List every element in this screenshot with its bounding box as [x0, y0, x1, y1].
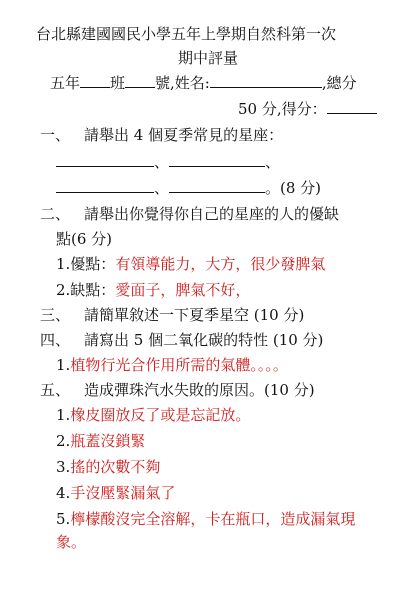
question-2-number: 二、: [40, 205, 71, 223]
answer-label: 4.: [56, 484, 71, 502]
answer-value: 橡皮圈放反了或是忘記放。: [70, 406, 251, 424]
title-line2: 期中評量: [178, 49, 239, 67]
question-1-blanks-row1: [56, 152, 280, 172]
question-2: [40, 204, 339, 224]
constellation-blank-4[interactable]: [169, 178, 265, 193]
answer-weaknesses: [56, 280, 250, 300]
answer-reason-3: [56, 457, 160, 477]
question-1-number: 一、: [40, 126, 71, 144]
score-line: [238, 99, 377, 119]
answer-value: 愛面子，脾氣不好，: [115, 281, 251, 299]
title-line1: 台北縣建國國民小學五年上學期自然科第一次: [36, 25, 337, 43]
answer-value: 植物行光合作用所需的氣體。。。。: [70, 356, 288, 374]
separator: 、: [154, 179, 170, 197]
answer-strengths: [56, 254, 325, 274]
question-3: [40, 305, 304, 325]
separator: 、: [154, 153, 170, 171]
answer-co2-1: [56, 355, 288, 375]
constellation-blank-3[interactable]: [56, 178, 154, 193]
answer-reason-5: [56, 509, 355, 529]
answer-reason-1: [56, 405, 250, 425]
class-label: 班: [110, 74, 126, 92]
answer-value: 瓶蓋沒鎖緊: [70, 432, 146, 450]
question-1-text: 請舉出 4 個夏季常見的星座：: [84, 126, 284, 144]
question-5-number: 五、: [40, 381, 71, 399]
seat-name-label: 號,姓名:: [155, 74, 210, 92]
answer-value: 手沒壓緊漏氣了: [70, 484, 176, 502]
answer-label: 1.: [56, 356, 71, 374]
score-label: 50 分,得分：: [238, 100, 327, 118]
question-1-points: 。(8 分): [265, 179, 322, 197]
answer-label: 1.: [56, 406, 71, 424]
student-info-line: [50, 73, 357, 93]
class-blank[interactable]: [80, 73, 110, 88]
question-5: [40, 380, 315, 400]
seat-blank[interactable]: [125, 73, 155, 88]
constellation-blank-1[interactable]: [56, 152, 154, 167]
answer-label: 1.優點：: [56, 255, 116, 273]
constellation-blank-2[interactable]: [169, 152, 265, 167]
question-3-text: 請簡單敘述一下夏季星空 (10 分): [84, 306, 305, 324]
question-4-text: 請寫出 5 個二氧化碳的特性 (10 分): [84, 331, 324, 349]
answer-value: 搖的次數不夠: [70, 458, 161, 476]
question-1: [40, 125, 283, 145]
name-blank[interactable]: [210, 73, 322, 88]
answer-label: 5.: [56, 510, 71, 528]
question-1-blanks-row2: [56, 178, 321, 198]
grade-label: 五年: [50, 74, 81, 92]
question-2-text: 請舉出你覺得你自己的星座的人的優缺: [84, 205, 340, 223]
answer-label: 2.: [56, 432, 71, 450]
question-5-text: 造成彈珠汽水失敗的原因。(10 分): [84, 381, 315, 399]
question-4: [40, 330, 323, 350]
separator: 、: [265, 153, 281, 171]
answer-reason-5-cont: 象。: [56, 533, 87, 551]
answer-reason-4: [56, 483, 175, 503]
question-4-number: 四、: [40, 331, 71, 349]
question-3-number: 三、: [40, 306, 71, 324]
answer-value: 有領導能力，大方，很少發脾氣: [115, 255, 326, 273]
score-blank[interactable]: [327, 99, 377, 114]
answer-reason-2: [56, 431, 145, 451]
answer-label: 3.: [56, 458, 71, 476]
answer-label: 2.缺點：: [56, 281, 116, 299]
question-2-text-cont: 點(6 分): [56, 230, 113, 248]
total-label: ,總分: [321, 74, 357, 92]
answer-value: 檸檬酸沒完全溶解，卡在瓶口，造成漏氣現: [70, 510, 356, 528]
